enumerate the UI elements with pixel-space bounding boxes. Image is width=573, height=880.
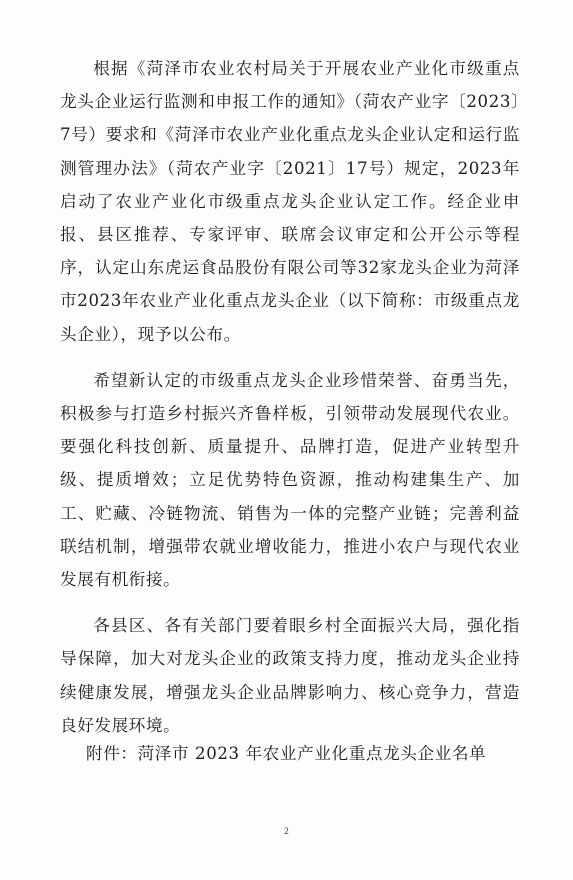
page-number: 2 bbox=[284, 826, 289, 836]
attachment-line: 附件：菏泽市 2023 年农业产业化重点龙头企业名单 bbox=[86, 744, 487, 763]
document-body bbox=[60, 52, 520, 755]
paragraph-announcement: 根据《菏泽市农业农村局关于开展农业产业化市级重点龙头企业运行监测和申报工作的通知》（菏农产业字〔2023〕7号）要求和《菏泽市农业产业化重点龙头企业认定和运行监测管理办法》（菏农产业字〔2021〕17号）规定，2023年启动了农业产业化市级重点龙头企业认定工作。经企业申报、县区推荐、专家评审、联席会议审定和公开公示等程序，认定山东虎运食品股份有限公司等32家龙头企业为菏泽市2023年农业产业化重点龙头企业（以下简称：市级重点龙头企业），现予以公布。 bbox=[60, 59, 520, 344]
paragraph-expectations: 希望新认定的市级重点龙头企业珍惜荣誉、奋勇当先，积极参与打造乡村振兴齐鲁样板，引领带动发展现代农业。要强化科技创新、质量提升、品牌打造，促进产业转型升级、提质增效；立足优势特色资源，推动构建集生产、加工、贮藏、冷链物流、销售为一体的完整产业链；完善利益联结机制，增强带农就业增收能力，推进小农户与现代农业发展有机衔接。 bbox=[60, 370, 520, 590]
paragraph-departments: 各县区、各有关部门要着眼乡村全面振兴大局，强化指导保障，加大对龙头企业的政策支持力度，推动龙头企业持续健康发展，增强龙头企业品牌影响力、核心竞争力，营造良好发展环境。 bbox=[60, 616, 520, 735]
